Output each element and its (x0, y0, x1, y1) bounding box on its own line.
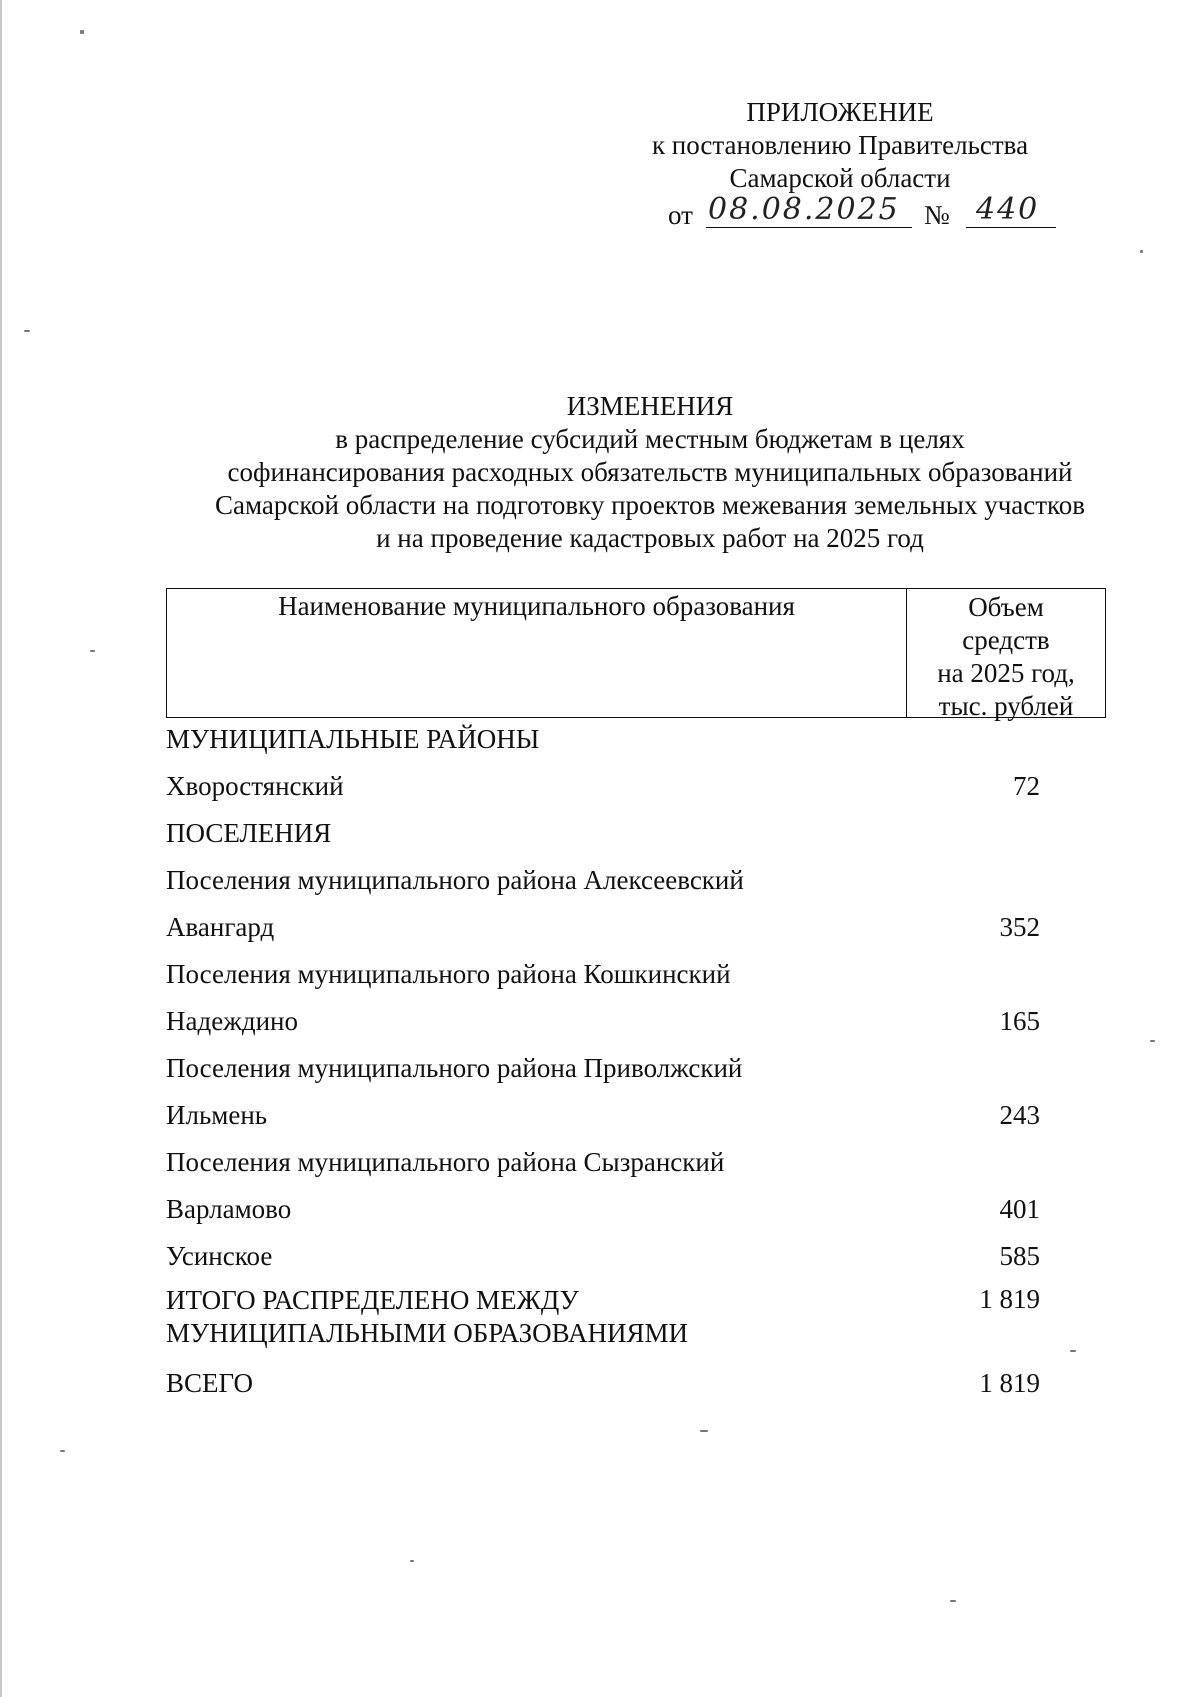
date-prefix: от (668, 200, 693, 230)
table-row (166, 1047, 1106, 1094)
total-row (166, 1282, 1106, 1362)
handwritten-date: 08.08.2025 (708, 192, 900, 227)
row-value: 243 (999, 1100, 1040, 1130)
header-volume-line-1: Объем (968, 592, 1044, 622)
row-name: Варламово (166, 1194, 292, 1224)
table-row (166, 859, 1106, 906)
heading-line-3: Самарской области на подготовку проектов межевания земельных участков (214, 490, 1086, 520)
heading-title: ИЗМЕНЕНИЯ (566, 391, 734, 421)
scan-speck (60, 1450, 65, 1452)
header-volume-line-3: на 2025 год, (937, 658, 1075, 688)
row-name: Ильмень (166, 1100, 268, 1130)
header-volume-column (907, 589, 1105, 719)
header-name-column: Наименование муниципального образования (167, 589, 907, 717)
row-name: Авангард (166, 912, 275, 942)
total-label-line-2: МУНИЦИПАЛЬНЫМИ ОБРАЗОВАНИЯМИ (166, 1318, 688, 1348)
grand-total-value: 1 819 (979, 1368, 1040, 1398)
appendix-line-3: Самарской области (729, 163, 951, 193)
header-volume-line-2: средств (962, 625, 1050, 655)
scan-speck (700, 1430, 708, 1432)
scan-speck (1150, 1040, 1155, 1042)
row-name: МУНИЦИПАЛЬНЫЕ РАЙОНЫ (166, 724, 540, 754)
table-header (166, 588, 1106, 721)
table-row (166, 718, 1106, 765)
table-row (166, 1094, 1106, 1141)
number-prefix: № (924, 200, 950, 230)
page-edge (0, 0, 2, 1697)
document-heading (100, 390, 1200, 555)
row-name: Поселения муниципального района Кошкинский (166, 959, 731, 989)
scan-speck (90, 650, 95, 652)
scan-speck (1070, 1350, 1076, 1352)
heading-line-1: в распределение субсидий местным бюджетам в целях (335, 424, 965, 454)
table-row (166, 812, 1106, 859)
table-body (166, 718, 1106, 1409)
total-label (166, 1284, 688, 1350)
table-row (166, 1000, 1106, 1047)
row-value: 352 (999, 912, 1040, 942)
scan-speck (410, 1560, 414, 1562)
table-row (166, 906, 1106, 953)
row-name: Поселения муниципального района Сызранский (166, 1147, 725, 1177)
row-name: Поселения муниципального района Приволжский (166, 1053, 743, 1083)
row-name: Надеждино (166, 1006, 298, 1036)
resolution-date-number (668, 192, 1068, 234)
grand-total-label: ВСЕГО (166, 1368, 253, 1398)
row-name: Усинское (166, 1241, 273, 1271)
table-row (166, 1141, 1106, 1188)
total-value: 1 819 (979, 1284, 1040, 1314)
row-name: ПОСЕЛЕНИЯ (166, 818, 332, 848)
table-row (166, 1188, 1106, 1235)
row-name: Поселения муниципального района Алексеевский (166, 865, 744, 895)
row-value: 585 (999, 1241, 1040, 1271)
appendix-title: ПРИЛОЖЕНИЕ (746, 97, 934, 127)
row-name: Хворостянский (166, 771, 344, 801)
number-underline (966, 227, 1056, 228)
handwritten-number: 440 (976, 192, 1040, 227)
appendix-block (620, 96, 1060, 195)
table-row (166, 765, 1106, 812)
scan-speck (1140, 250, 1143, 253)
table-row (166, 953, 1106, 1000)
grand-total-row (166, 1362, 1106, 1409)
scan-speck (24, 330, 30, 332)
header-volume-line-4: тыс. рублей (938, 691, 1074, 721)
row-value: 401 (999, 1194, 1040, 1224)
date-underline (706, 227, 912, 228)
scan-speck (80, 30, 84, 34)
total-label-line-1: ИТОГО РАСПРЕДЕЛЕНО МЕЖДУ (166, 1285, 579, 1315)
appendix-line-2: к постановлению Правительства (651, 130, 1029, 160)
scan-speck (950, 1600, 956, 1602)
table-row (166, 1235, 1106, 1282)
heading-line-4: и на проведение кадастровых работ на 2025 год (376, 523, 924, 553)
heading-line-2: софинансирования расходных обязательств муниципальных образований (227, 457, 1073, 487)
row-value: 165 (999, 1006, 1040, 1036)
row-value: 72 (1013, 771, 1040, 801)
